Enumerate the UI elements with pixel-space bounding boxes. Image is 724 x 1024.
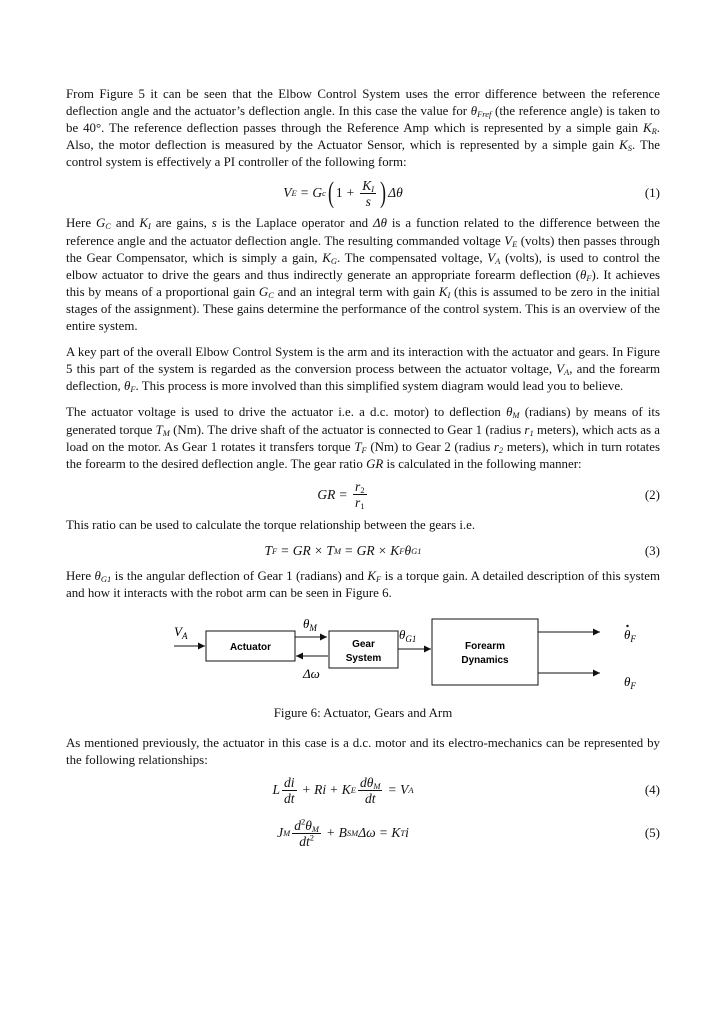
subscript: F <box>376 573 382 584</box>
symbol-s: s <box>211 216 217 231</box>
text-run: . Also, the motor deflection is measured by the Actuator Sensor, which is represented by a simple gain <box>66 121 660 153</box>
equation-number: (3) <box>644 542 660 558</box>
eq-operator: + <box>327 825 335 841</box>
dot-accent <box>626 625 628 627</box>
subscript: R <box>651 126 657 137</box>
subscript: F <box>361 444 367 455</box>
block-diagram-svg <box>66 606 660 698</box>
eq-symbol: dθ <box>359 774 374 790</box>
eq-symbol: r <box>355 479 361 495</box>
text-run: (radians) by means of its generated torque <box>66 405 660 437</box>
text-run: is a function related to the difference between the reference angle and the actuator deflection angle. The resulting commanded voltage <box>66 216 660 248</box>
superscript: 2 <box>309 832 315 843</box>
subscript: F <box>586 272 592 283</box>
text-run: and an integral term with gain <box>273 284 439 299</box>
symbol-t: T <box>155 422 163 437</box>
gear-label-line1: Gear <box>352 639 375 651</box>
forearm-label-line2: Dynamics <box>461 655 509 667</box>
eq-symbol: dt <box>364 790 376 806</box>
eq-symbol: θ <box>404 542 412 558</box>
eq-symbol: dt <box>283 790 295 806</box>
text-run: . The compensated voltage, <box>336 250 488 265</box>
subscript: M <box>512 410 520 421</box>
forearm-label-line1: Forearm <box>464 641 506 653</box>
eq-operator: = <box>300 185 309 201</box>
eq-symbol: d <box>294 817 302 833</box>
subscript: I <box>447 289 451 300</box>
eq-operator: = <box>345 542 353 558</box>
symbol-k: K <box>322 250 331 265</box>
subscript: M <box>311 823 319 834</box>
eq-symbol: K <box>341 782 351 798</box>
document-page <box>66 86 660 855</box>
eq-constant: 1 <box>335 185 343 201</box>
text-run: is the Laplace operator and <box>216 216 374 231</box>
subscript: F <box>130 384 136 395</box>
eq-symbol: s <box>365 193 371 209</box>
text-run: . The control system is effectively a PI controller of the following form: <box>66 138 660 170</box>
eq-symbol: GR <box>356 542 375 558</box>
subscript: G <box>330 255 337 266</box>
actuator-label: Actuator <box>229 642 272 654</box>
eq-symbol: θ <box>305 817 312 833</box>
eq-symbol: Ri <box>314 782 327 798</box>
text-run: is calculated in the following manner: <box>383 456 582 471</box>
eq-symbol: B <box>338 825 347 841</box>
subscript: Fref <box>477 109 492 120</box>
eq-operator: × <box>378 542 387 558</box>
equation-5: J M $\frac{d^2\theta_M}{dt^2}$ + B SM Δω = K T i (5) <box>277 816 660 849</box>
subscript: I <box>148 221 151 232</box>
eq-fraction <box>353 479 367 510</box>
text-run: and <box>110 216 140 231</box>
symbol-v: V <box>487 250 496 265</box>
text-run: . This process is more involved than this simplified system diagram would lead you to believe. <box>135 379 624 394</box>
superscript: 2 <box>301 816 306 827</box>
theta-f-label: $\theta_F$ <box>624 674 636 692</box>
eq-symbol: Δθ <box>388 185 403 201</box>
subscript: S <box>627 143 633 154</box>
eq-fraction <box>292 818 321 849</box>
subscript: E <box>512 238 518 249</box>
eq-symbol: K <box>390 542 400 558</box>
subscript: I <box>371 183 375 194</box>
text-run: is the angular deflection of Gear 1 (radians) and <box>111 568 368 583</box>
eq-symbol: V <box>283 185 292 201</box>
subscript: C <box>268 289 274 300</box>
symbol-k: K <box>619 138 628 153</box>
symbol-theta: θ <box>470 104 478 119</box>
symbol-k: K <box>438 284 448 299</box>
symbol-k: K <box>367 568 377 583</box>
eq-symbol: GR <box>292 542 311 558</box>
eq-operator: = <box>379 825 388 841</box>
text-run: , and the forearm deflection, <box>66 362 661 394</box>
symbol-k: K <box>139 216 149 231</box>
subscript: M <box>162 427 170 438</box>
eq-symbol: GR <box>317 486 336 502</box>
delta-omega-label: Δω <box>303 666 320 682</box>
eq-fraction <box>360 178 376 209</box>
subscript: M <box>373 780 381 791</box>
equation-4: L $\frac{di}{dt}$ + Ri + K E $\frac{d\theta_M}{dt}$ = V A (4) <box>272 774 660 806</box>
eq-symbol: V <box>400 782 409 798</box>
symbol-r: r <box>493 439 499 454</box>
eq-operator: × <box>314 542 323 558</box>
symbol-v: V <box>556 362 565 377</box>
text-run: This ratio can be used to calculate the torque relationship between the gears i.e. <box>66 517 476 532</box>
eq-symbol: J <box>277 825 284 841</box>
text-run: meters), which acts as a load on the motor. As Gear 1 rotates it transfers torque <box>66 422 660 454</box>
symbol-theta: θ <box>94 568 101 583</box>
equation-number: (2) <box>644 486 660 502</box>
eq-operator: + <box>330 782 338 798</box>
equation-number: (1) <box>644 185 660 201</box>
gear-label-line2: System <box>345 653 382 665</box>
text-run: are gains, <box>150 216 212 231</box>
text-run: (volts) then passes through the Gear Compensator, which is simply a gain, <box>66 233 661 265</box>
theta-g1-label: $\theta_{G1}$ <box>399 627 417 645</box>
symbol-g: G <box>258 284 269 299</box>
subscript: 1 <box>529 427 534 438</box>
eq-symbol: K <box>391 825 401 841</box>
paragraph-7 <box>66 735 660 769</box>
symbol-t: T <box>354 439 362 454</box>
subscript: C <box>105 221 111 232</box>
eq-symbol: L <box>272 782 280 798</box>
text-run: Here <box>66 568 95 583</box>
text-run: (Nm). The drive shaft of the actuator is connected to Gear 1 (radius <box>169 422 525 437</box>
subscript: A <box>564 367 570 378</box>
paragraph-5 <box>66 517 660 534</box>
eq-symbol: r <box>355 495 361 511</box>
text-run: ). It achieves this by means of a proportional gain <box>66 267 660 299</box>
eq-symbol: dt <box>299 833 310 849</box>
text-run: (volts), is used to control the elbow actuator to drive the gears and thus indirectly generate an appropriate forearm deflection ( <box>66 250 660 282</box>
paragraph-1 <box>66 86 660 171</box>
paragraph-4 <box>66 404 660 472</box>
equation-3: T F = GR × T M = GR × K F θ G1 (3) <box>264 542 660 558</box>
text-run: (the reference angle) is taken to be 40°. The reference deflection passes through the Reference Amp which is represented by a simple gain <box>66 104 660 136</box>
subscript: 1 <box>360 501 365 512</box>
eq-operator: = <box>281 542 289 558</box>
eq-symbol: T <box>326 542 334 558</box>
symbol-k: K <box>642 121 652 136</box>
eq-fraction <box>282 775 297 806</box>
symbol-theta: θ <box>579 267 587 282</box>
figure-6-caption: Figure 6: Actuator, Gears and Arm <box>273 706 453 721</box>
text-run: A key part of the overall Elbow Control System is the arm and its interaction with the actuator and gears. In Figure 5 this part of the system is regarded as the conversion process between the actuator voltage, <box>66 345 660 377</box>
symbol-v: V <box>504 233 513 248</box>
symbol-theta: θ <box>123 379 131 394</box>
text-run: As mentioned previously, the actuator in this case is a d.c. motor and its electro-mechanics can be represented by the following relationships: <box>66 736 660 768</box>
input-label-va: $V_A$ <box>174 624 188 642</box>
text-run: From Figure 5 it can be seen that the Elbow Control System uses the error difference between the reference deflection angle and the actuator’s deflection angle. In this case the value for <box>66 87 660 119</box>
eq-operator: + <box>302 782 311 798</box>
theta-f-dot-label: $\theta_F$ <box>624 627 636 645</box>
symbol-gr: GR <box>366 456 384 471</box>
symbol-theta: θ <box>506 405 513 420</box>
eq-operator: = <box>388 782 397 798</box>
figure-6-diagram <box>66 606 660 698</box>
eq-symbol: Δω <box>358 825 376 841</box>
text-run: Here <box>66 216 96 231</box>
text-run: The actuator voltage is used to drive the actuator i.e. a d.c. motor) to deflection <box>66 405 507 420</box>
equation-2 <box>66 473 660 517</box>
eq-symbol: i <box>405 825 409 841</box>
equation-number: (4) <box>644 782 660 798</box>
text-run: is a torque gain. A detailed description of this system and how it interacts with the robot arm can be seen in Figure 6. <box>66 568 660 600</box>
symbol-r: r <box>524 422 530 437</box>
equation-number: (5) <box>644 825 660 841</box>
subscript: G1 <box>100 573 112 584</box>
eq-symbol: di <box>283 774 295 790</box>
eq-symbol: T <box>264 542 272 558</box>
paragraph-6 <box>66 568 660 602</box>
paragraph-2 <box>66 215 660 335</box>
subscript: 2 <box>498 444 504 455</box>
eq-operator: = <box>339 486 348 502</box>
subscript: A <box>495 255 501 266</box>
eq-operator: + <box>346 185 355 201</box>
text-run: (Nm) to Gear 2 (radius <box>366 439 494 454</box>
theta-m-label: $\theta_M$ <box>303 616 317 634</box>
symbol-g: G <box>95 216 106 231</box>
eq-symbol: K <box>362 177 372 193</box>
text-run: (this is assumed to be zero in the initial stages of the assignment). These gains determine the performance of the control system. This is an overview of the entire system. <box>66 284 660 334</box>
subscript: 2 <box>360 485 365 496</box>
eq-symbol: G <box>312 185 323 201</box>
text-run: meters), which in turn rotates the forearm to the desired deflection angle. The gear ratio <box>66 439 660 471</box>
forearm-dynamics-block <box>432 619 538 685</box>
equation-1: V E = G c ( 1 + $\frac{K_I}{s}$ ) Δθ (1) <box>283 176 660 210</box>
paragraph-3 <box>66 344 660 395</box>
symbol-delta-theta: Δθ <box>373 216 387 231</box>
eq-fraction <box>358 775 382 806</box>
